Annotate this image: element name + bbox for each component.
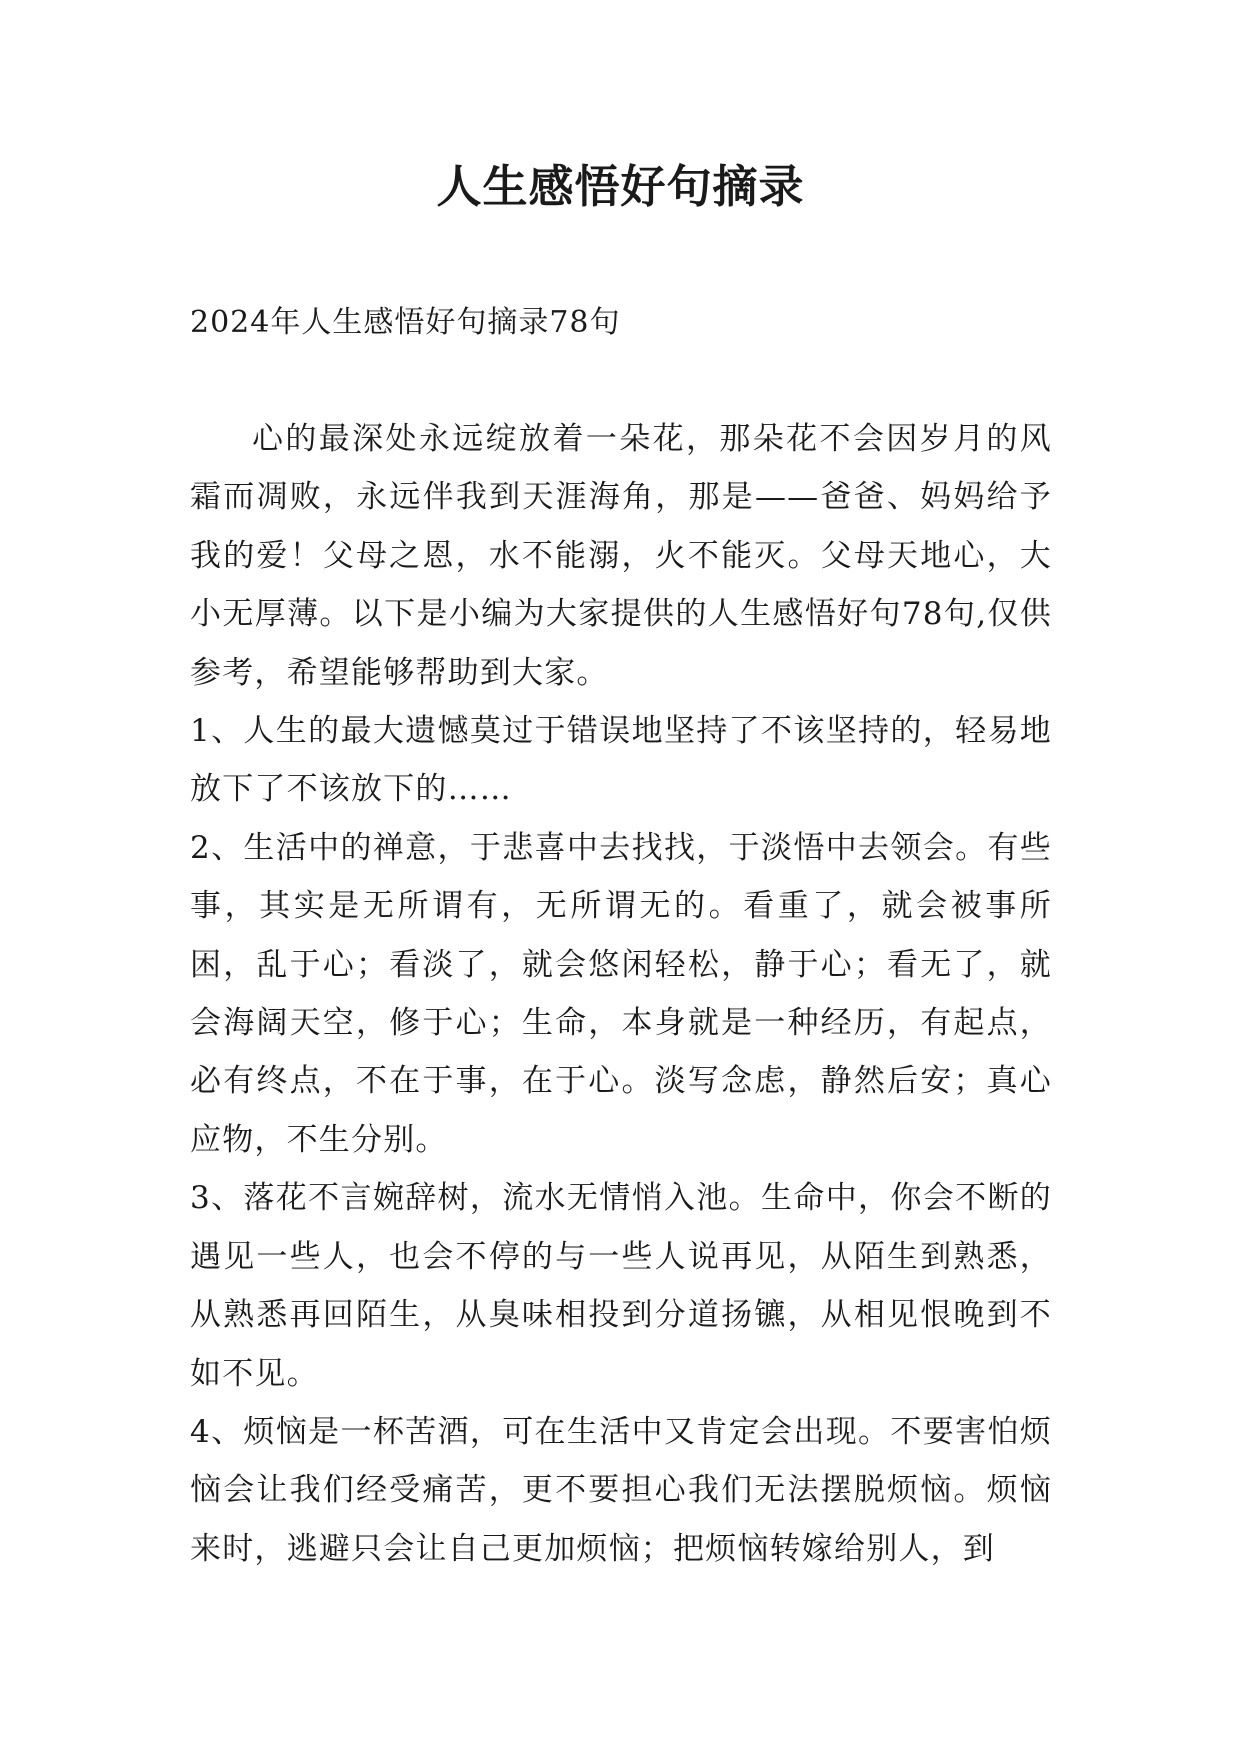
quote-item-3: 3、落花不言婉辞树，流水无情悄入池。生命中，你会不断的遇见一些人，也会不停的与一些人说再见，从陌生到熟悉，从熟悉再回陌生，从臭味相投到分道扬镳，从相见恨晚到不如不见。 (190, 1180, 1052, 1392)
document-body (190, 410, 1052, 1578)
quote-item-4: 4、烦恼是一杯苦酒，可在生活中又肯定会出现。不要害怕烦恼会让我们经受痛苦，更不要担心我们无法摆脱烦恼。烦恼来时，逃避只会让自己更加烦恼；把烦恼转嫁给别人，到 (190, 1413, 1052, 1567)
intro-paragraph: 心的最深处永远绽放着一朵花，那朵花不会因岁月的风霜而凋败，永远伴我到天涯海角，那是——爸爸、妈妈给予我的爱！父母之恩，水不能溺，火不能灭。父母天地心，大小无厚薄。以下是小编为大家提供的人生感悟好句78句,仅供参考，希望能够帮助到大家。 (190, 421, 1052, 691)
document-subtitle: 2024年人生感悟好句摘录78句 (190, 305, 621, 340)
quote-item-1: 1、人生的最大遗憾莫过于错误地坚持了不该坚持的，轻易地放下了不该放下的…… (190, 713, 1052, 808)
document-title: 人生感悟好句摘录 (436, 160, 805, 213)
quote-item-2: 2、生活中的禅意，于悲喜中去找找，于淡悟中去领会。有些事，其实是无所谓有，无所谓无的。看重了，就会被事所困，乱于心；看淡了，就会悠闲轻松，静于心；看无了，就会海阔天空，修于心；生命，本身就是一种经历，有起点，必有终点，不在于事，在于心。淡写念虑，静然后安；真心应物，不生分别。 (190, 829, 1052, 1158)
